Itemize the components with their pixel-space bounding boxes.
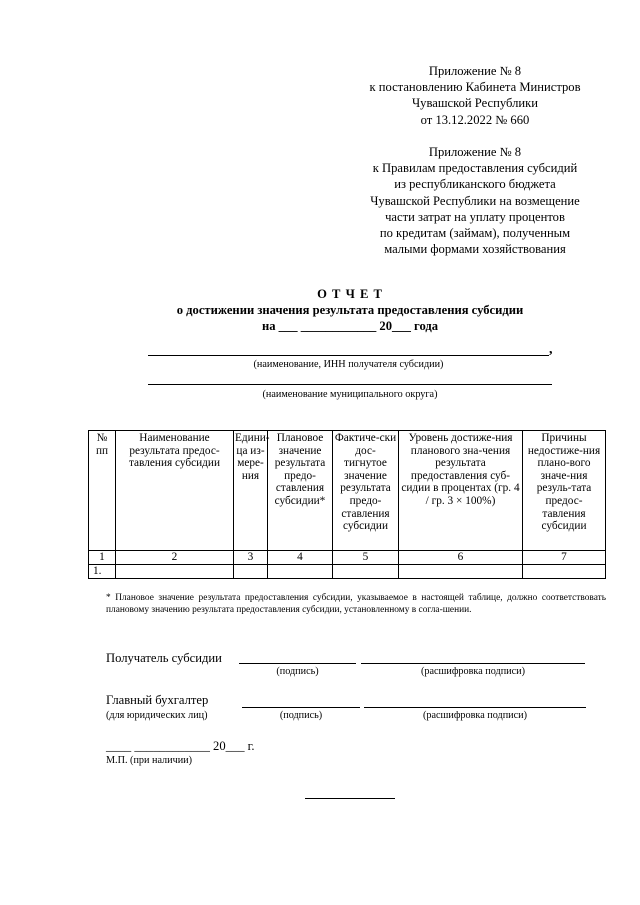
- footnote: * Плановое значение результата предоставления субсидии, указываемое в настоящей таблице, должно соответствовать плановому значению результата предоставления субсидии, установленному в согла-шении.: [106, 593, 606, 615]
- column-number: 5: [333, 551, 399, 565]
- appendix-decree-line: к постановлению Кабинета Министров: [369, 80, 581, 95]
- signature-date-line: ____ ____________ 20___ г.: [106, 739, 255, 753]
- column-number: 2: [116, 551, 234, 565]
- table-cell: [268, 565, 333, 579]
- recipient-signature-label: Получатель субсидии: [106, 651, 222, 665]
- signature-caption: (подпись): [276, 666, 319, 677]
- accountant-signature-line: [242, 707, 360, 708]
- decode-caption: (расшифровка подписи): [423, 710, 527, 721]
- appendix-block-decree: [330, 63, 620, 128]
- header-cell-number: № пп: [89, 431, 116, 551]
- appendix-rules-line: Чувашской Республики на возмещение: [370, 193, 580, 208]
- table-cell: [523, 565, 606, 579]
- table-cell: [116, 565, 234, 579]
- legal-entity-note: (для юридических лиц): [106, 710, 208, 721]
- row-number-cell: 1.: [89, 565, 116, 579]
- appendix-rules-line: по кредитам (займам), полученным: [379, 226, 571, 241]
- signature-caption: (подпись): [279, 710, 323, 721]
- stamp-note: М.П. (при наличии): [106, 755, 193, 766]
- header-cell-achievement-level: Уровень достиже-ния планового зна-чения результата предоставления суб-сидии в процентах (гр. 4 / гр. 3 × 100%): [399, 431, 523, 551]
- header-cell-unit: Едини-ца из-мере-ния: [234, 431, 268, 551]
- header-cell-reasons: Причины недостиже-ния плано-вого значе-ния резуль-тата предос-тавления субсидии: [523, 431, 606, 551]
- column-number: 4: [268, 551, 333, 565]
- table-cell: [399, 565, 523, 579]
- report-table: [88, 430, 606, 579]
- header-cell-planned-value: Плановое значение результата предо-ставления субсидии*: [268, 431, 333, 551]
- appendix-number: Приложение № 8: [428, 145, 522, 159]
- accountant-label: Главный бухгалтер: [106, 693, 209, 707]
- column-number: 6: [399, 551, 523, 565]
- report-date-line: на ___ ____________ 20___ года: [261, 319, 439, 333]
- appendix-rules-line: части затрат на уплату процентов: [385, 209, 565, 224]
- table-cell: [333, 565, 399, 579]
- table-header-row: [89, 431, 606, 551]
- column-number: 3: [234, 551, 268, 565]
- district-caption: (наименование муниципального округа): [262, 389, 438, 400]
- appendix-rules-line: из республиканского бюджета: [394, 177, 556, 192]
- report-heading: О Т Ч Е Т: [317, 287, 383, 301]
- header-cell-result-name: Наименование результата предос-тавления субсидии: [116, 431, 234, 551]
- appendix-date-line: от 13.12.2022 № 660: [420, 112, 530, 127]
- district-name-line: [148, 384, 552, 385]
- decode-caption: (расшифровка подписи): [421, 666, 525, 677]
- table-column-numbers-row: [89, 551, 606, 565]
- bottom-separator-line: [305, 798, 395, 799]
- appendix-number: Приложение № 8: [428, 64, 522, 78]
- table-row: [89, 565, 606, 579]
- recipient-signature-line: [239, 663, 356, 664]
- column-number: 7: [523, 551, 606, 565]
- recipient-caption: (наименование, ИНН получателя субсидии): [253, 359, 444, 370]
- header-cell-actual-value: Фактиче-ски дос-тигнутое значение результата предо-ставления субсидии: [333, 431, 399, 551]
- column-number: 1: [89, 551, 116, 565]
- appendix-rules-line: малыми формами хозяйствования: [384, 242, 566, 257]
- accountant-decode-line: [364, 707, 586, 708]
- recipient-comma: ,: [549, 342, 553, 357]
- table-cell: [234, 565, 268, 579]
- report-subtitle: о достижении значения результата предоставления субсидии: [176, 303, 524, 317]
- appendix-block-rules: [330, 144, 620, 257]
- recipient-decode-line: [361, 663, 585, 664]
- recipient-name-line: [148, 355, 549, 356]
- appendix-rules-line: к Правилам предоставления субсидий: [372, 161, 578, 176]
- appendix-republic-line: Чувашской Республики: [412, 96, 538, 111]
